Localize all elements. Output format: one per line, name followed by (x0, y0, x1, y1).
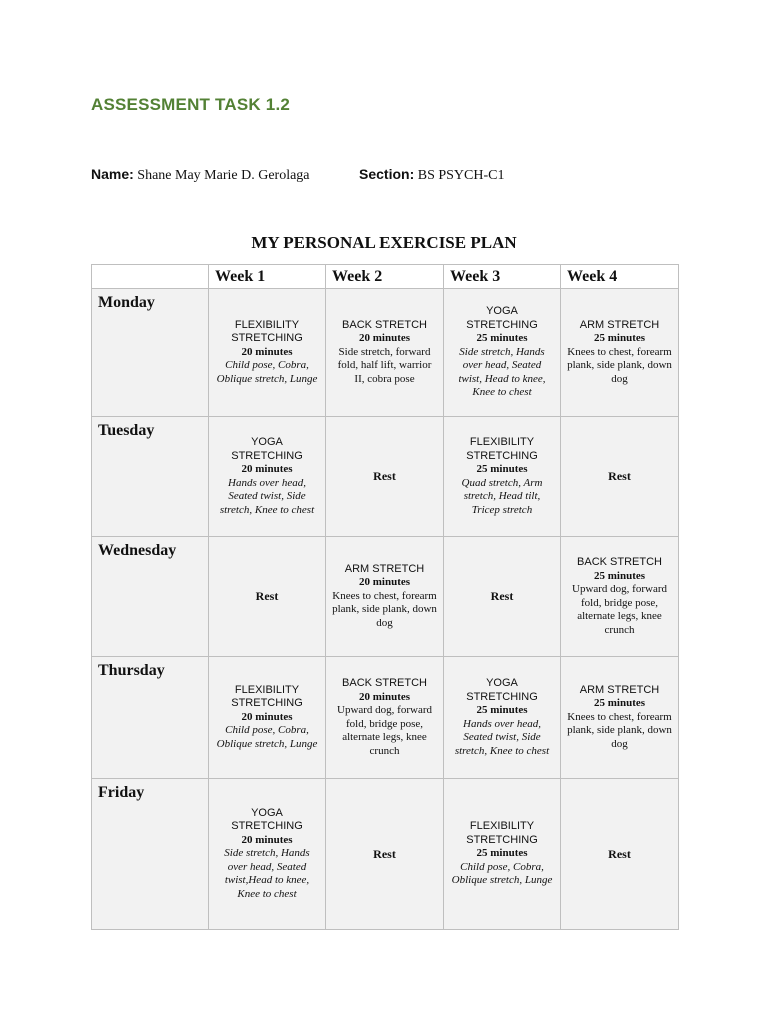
duration: 20 minutes (241, 710, 293, 723)
table-row (92, 417, 679, 537)
description: Side stretch, Hands over head, Seated twist,Head to knee, Knee to chest (224, 847, 310, 900)
description: Side stretch, Hands over head, Seated twist, Head to knee, Knee to chest (458, 345, 546, 399)
description: Knees to chest, forearm plank, side plank, down dog (332, 589, 437, 629)
plan-cell (561, 537, 679, 657)
activity-name: ARM STRETCH (579, 683, 660, 696)
duration: 20 minutes (241, 345, 293, 358)
plan-cell (561, 417, 679, 537)
exercise-entry (326, 677, 443, 758)
plan-cell (326, 417, 444, 537)
description: Upward dog, forward fold, bridge pose, alternate legs, knee crunch (572, 583, 667, 636)
name-label: Name: (91, 166, 134, 182)
exercise-entry (209, 319, 325, 387)
rest-label: Rest (608, 846, 631, 861)
header-corner (92, 265, 209, 289)
activity-name: YOGA STRETCHING (231, 436, 303, 462)
duration: 25 minutes (476, 704, 528, 716)
table-row (92, 657, 679, 779)
rest-label: Rest (373, 846, 396, 861)
plan-cell (444, 779, 561, 930)
table-header-row (92, 265, 679, 289)
duration: 20 minutes (241, 463, 293, 475)
plan-cell (444, 537, 561, 657)
section-label: Section: (359, 166, 415, 182)
exercise-entry (561, 556, 678, 637)
duration: 25 minutes (476, 332, 528, 345)
section-value: BS PSYCH-C1 (417, 168, 505, 183)
plan-cell (209, 417, 326, 537)
description: Side stretch, forward fold, half lift, warrior II, cobra pose (337, 345, 432, 385)
activity-name: YOGA STRETCHING (231, 806, 303, 833)
activity-name: YOGA STRETCHING (466, 677, 538, 703)
task-title: ASSESSMENT TASK 1.2 (91, 95, 291, 114)
plan-cell (326, 289, 444, 417)
table-row (92, 289, 679, 417)
exercise-entry (444, 305, 560, 400)
duration: 20 minutes (358, 332, 411, 345)
plan-cell (444, 657, 561, 779)
plan-cell (209, 657, 326, 779)
exercise-entry (209, 684, 325, 752)
header-week-3: Week 3 (444, 265, 561, 289)
plan-title: MY PERSONAL EXERCISE PLAN (251, 233, 517, 252)
activity-name: FLEXIBILITY STRETCHING (231, 683, 303, 710)
plan-cell (326, 779, 444, 930)
description: Knees to chest, forearm plank, side plank, down dog (567, 710, 672, 750)
section-line (359, 166, 505, 184)
plan-cell (209, 537, 326, 657)
plan-cell (561, 289, 679, 417)
exercise-entry (444, 436, 560, 517)
duration: 25 minutes (593, 569, 646, 582)
header-week-1: Week 1 (209, 265, 326, 289)
duration: 25 minutes (593, 697, 646, 710)
day-label: Friday (92, 779, 209, 930)
plan-cell (561, 657, 679, 779)
duration: 20 minutes (358, 576, 411, 589)
exercise-entry (561, 684, 678, 752)
description: Child pose, Cobra, Oblique stretch, Lunge (216, 724, 318, 750)
plan-cell (326, 657, 444, 779)
activity-name: ARM STRETCH (344, 562, 425, 575)
activity-name: BACK STRETCH (342, 318, 427, 331)
activity-name: BACK STRETCH (577, 556, 662, 568)
rest-label: Rest (255, 589, 279, 603)
table-row (92, 779, 679, 930)
header-week-4: Week 4 (561, 265, 679, 289)
description: Hands over head, Seated twist, Side stretch, Knee to chest (454, 717, 550, 757)
duration: 20 minutes (358, 690, 411, 703)
activity-name: BACK STRETCH (342, 677, 427, 689)
exercise-entry (209, 436, 325, 517)
rest-label: Rest (490, 589, 514, 603)
duration: 25 minutes (476, 847, 528, 860)
exercise-entry (326, 319, 443, 387)
description: Hands over head, Seated twist, Side stretch, Knee to chest (219, 476, 315, 516)
duration: 25 minutes (476, 463, 528, 475)
plan-cell (561, 779, 679, 930)
duration: 20 minutes (241, 833, 293, 846)
day-label: Monday (92, 289, 209, 417)
activity-name: ARM STRETCH (579, 318, 660, 331)
plan-cell (209, 779, 326, 930)
rest-label: Rest (608, 469, 631, 483)
activity-name: FLEXIBILITY STRETCHING (466, 436, 538, 462)
exercise-entry (209, 807, 325, 902)
exercise-plan-table (91, 264, 679, 930)
exercise-entry (561, 319, 678, 387)
table-row (92, 537, 679, 657)
exercise-entry (444, 677, 560, 758)
name-value: Shane May Marie D. Gerolaga (137, 168, 310, 183)
activity-name: FLEXIBILITY STRETCHING (231, 318, 303, 345)
name-line (91, 166, 310, 184)
plan-cell (444, 289, 561, 417)
description: Child pose, Cobra, Oblique stretch, Lunge (216, 359, 318, 385)
rest-label: Rest (373, 469, 396, 483)
duration: 25 minutes (593, 332, 646, 345)
plan-cell (444, 417, 561, 537)
description: Child pose, Cobra, Oblique stretch, Lunge (451, 860, 553, 887)
header-week-2: Week 2 (326, 265, 444, 289)
day-label: Wednesday (92, 537, 209, 657)
plan-cell (326, 537, 444, 657)
plan-cell (209, 289, 326, 417)
day-label: Tuesday (92, 417, 209, 537)
exercise-entry (326, 563, 443, 631)
activity-name: YOGA STRETCHING (466, 305, 538, 331)
description: Upward dog, forward fold, bridge pose, alternate legs, knee crunch (337, 704, 432, 757)
activity-name: FLEXIBILITY STRETCHING (466, 820, 538, 846)
day-label: Thursday (92, 657, 209, 779)
exercise-entry (444, 820, 560, 888)
description: Quad stretch, Arm stretch, Head tilt, Tricep stretch (461, 476, 543, 516)
description: Knees to chest, forearm plank, side plank, down dog (567, 345, 672, 385)
